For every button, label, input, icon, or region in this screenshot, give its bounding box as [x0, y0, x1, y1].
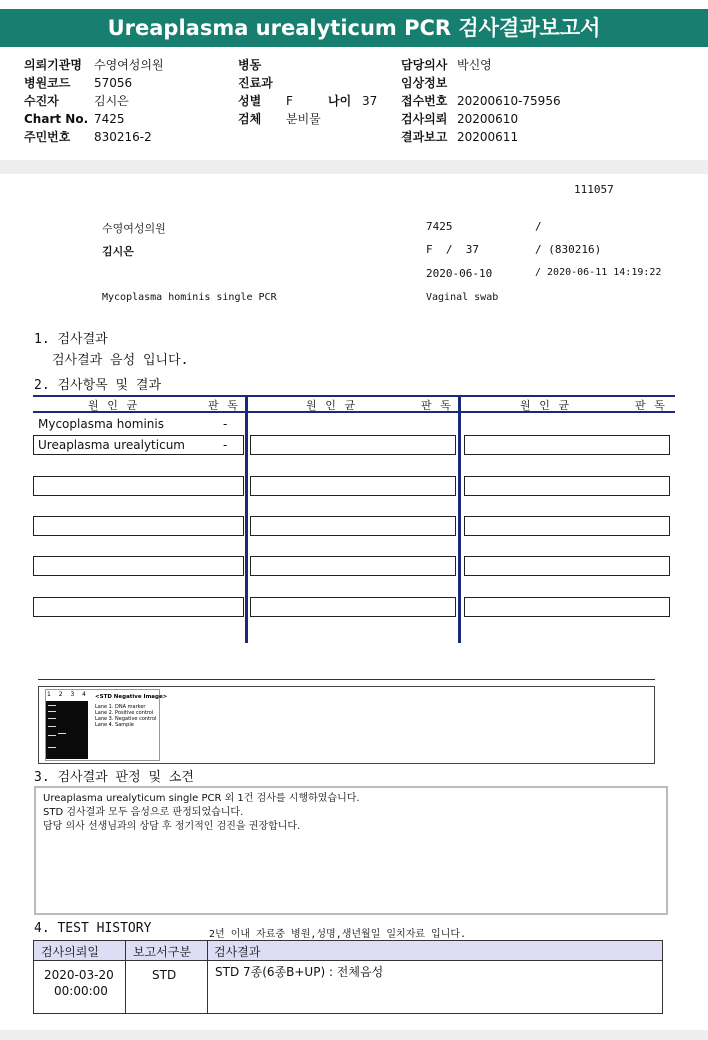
hospital-code-value: 57056 [94, 76, 133, 90]
header-col1 [24, 58, 164, 148]
hospital-code-label: 병원코드 [24, 76, 71, 90]
section3-title: 3. 검사결과 판정 및 소견 [34, 770, 194, 785]
age-value: 37 [362, 94, 378, 108]
ward-label: 병동 [238, 58, 262, 72]
sex-value: F [286, 94, 293, 108]
col-pathogen-2: 원 인 균 [306, 399, 357, 412]
empty-cell [464, 476, 670, 496]
history-header [34, 941, 662, 961]
sex-label: 성별 [238, 94, 262, 108]
section1-title: 1. 검사결과 [34, 332, 108, 347]
gel-legend-item: Lane 2. Positive control [95, 710, 154, 716]
empty-cell [33, 597, 244, 617]
info-test-name: Mycoplasma hominis single PCR [102, 292, 277, 303]
patient-value: 김시은 [94, 94, 129, 108]
empty-cell [464, 556, 670, 576]
gel-band [48, 726, 56, 727]
col-judge-3: 판 독 [635, 399, 666, 412]
chart-no-value: 7425 [94, 112, 125, 126]
grid-divider-1 [245, 395, 248, 643]
history-col-type: 보고서구분 [133, 945, 191, 959]
col-pathogen-1: 원 인 균 [88, 399, 139, 412]
header-col3 [401, 58, 561, 148]
header-divider-band [0, 160, 708, 174]
row2-cell-2 [250, 435, 456, 455]
gel-band [48, 705, 56, 706]
opinion-line: Ureaplasma urealyticum single PCR 외 1건 검사를 시행하였습니다. [43, 793, 360, 804]
gel-legend-item: Lane 4. Sample [95, 722, 134, 728]
empty-cell [250, 556, 456, 576]
gel-dark-area [46, 701, 88, 759]
footer-band [0, 1030, 708, 1040]
history-col-result: 검사결과 [214, 945, 261, 959]
department-label: 진료과 [238, 76, 273, 90]
resident-no-label: 주민번호 [24, 130, 71, 144]
receipt-no-label: 접수번호 [401, 94, 448, 108]
info-reported: / 2020-06-11 14:19:22 [535, 267, 662, 278]
empty-cell [33, 516, 244, 536]
history-col-sep [125, 941, 126, 1013]
requester-label: 의뢰기관명 [24, 58, 82, 72]
request-date-label: 검사의뢰 [401, 112, 448, 126]
report-date-value: 20200611 [457, 130, 519, 144]
col-pathogen-3: 원 인 균 [520, 399, 571, 412]
grid-divider-2 [458, 395, 461, 643]
info-received: 2020-06-10 [426, 267, 493, 280]
gel-band [58, 733, 66, 734]
patient-label: 수진자 [24, 94, 59, 108]
gel-legend-item: Lane 1. DNA marker [95, 704, 146, 710]
opinion-text [43, 792, 360, 834]
info-slash: / [535, 220, 542, 233]
chart-no-label: Chart No. [24, 112, 89, 126]
empty-cell [33, 556, 244, 576]
specimen-label: 검체 [238, 112, 262, 126]
request-date-value: 20200610 [457, 112, 519, 126]
empty-cell [464, 516, 670, 536]
section4-note: 2년 이내 자료중 병원,성명,생년월일 일치자료 입니다. [209, 929, 467, 940]
report-date-label: 결과보고 [401, 130, 448, 144]
info-patient: 김시은 [102, 245, 134, 258]
row2-cell-3 [464, 435, 670, 455]
info-hospital: 수영여성의원 [102, 222, 166, 235]
empty-cell [33, 476, 244, 496]
history-type: STD [152, 968, 177, 982]
history-date: 2020-03-20 [44, 968, 114, 982]
report-title: Ureaplasma urealyticum PCR 검사결과보고서 [0, 9, 708, 47]
gel-band [48, 735, 56, 736]
gel-band [48, 747, 56, 748]
doctor-value: 박신영 [457, 58, 492, 72]
section2-title: 2. 검사항목 및 결과 [34, 378, 162, 393]
history-result: STD 7종(6종B+UP) : 전체음성 [215, 965, 384, 979]
age-label: 나이 [328, 94, 352, 108]
opinion-line: STD 검사결과 모두 음성으로 판정되었습니다. [43, 807, 244, 818]
empty-cell [250, 476, 456, 496]
empty-cell [250, 516, 456, 536]
gel-legend-item: Lane 3. Negative control [95, 716, 157, 722]
col-judge-2: 판 독 [421, 399, 452, 412]
row1-pathogen: Mycoplasma hominis [38, 417, 164, 431]
info-sex-age: F / 37 [426, 243, 479, 256]
receipt-no-value: 20200610-75956 [457, 94, 561, 108]
gel-lane-numbers: 1 2 3 4 [47, 691, 89, 698]
image-rule [38, 679, 655, 680]
info-birth: / (830216) [535, 243, 602, 256]
gel-legend-title: <STD Negative Image> [95, 694, 168, 700]
col-judge-1: 판 독 [208, 399, 239, 412]
row1-result: - [223, 417, 228, 431]
history-col-sep [207, 941, 208, 1013]
row2-pathogen: Ureaplasma urealyticum [38, 438, 185, 452]
doctor-label: 담당의사 [401, 58, 448, 72]
empty-cell [250, 597, 456, 617]
section4-title: 4. TEST HISTORY [34, 921, 152, 936]
clinical-info-label: 임상정보 [401, 76, 448, 90]
specimen-value: 분비물 [286, 112, 321, 126]
gel-band [48, 718, 56, 719]
row2-result: - [223, 438, 228, 452]
resident-no-value: 830216-2 [94, 130, 152, 144]
gel-band [48, 711, 56, 712]
info-specimen: Vaginal swab [426, 292, 499, 303]
info-code: 111057 [574, 183, 614, 196]
history-col-date: 검사의뢰일 [41, 945, 99, 959]
header-col2 [238, 58, 377, 130]
requester-value: 수영여성의원 [94, 58, 164, 72]
opinion-line: 담당 의사 선생님과의 상담 후 정기적인 검진을 권장합니다. [43, 821, 301, 832]
section1-text: 검사결과 음성 입니다. [52, 353, 189, 368]
history-time: 00:00:00 [54, 984, 108, 998]
gel-legend [95, 694, 167, 728]
info-chart: 7425 [426, 220, 453, 233]
empty-cell [464, 597, 670, 617]
